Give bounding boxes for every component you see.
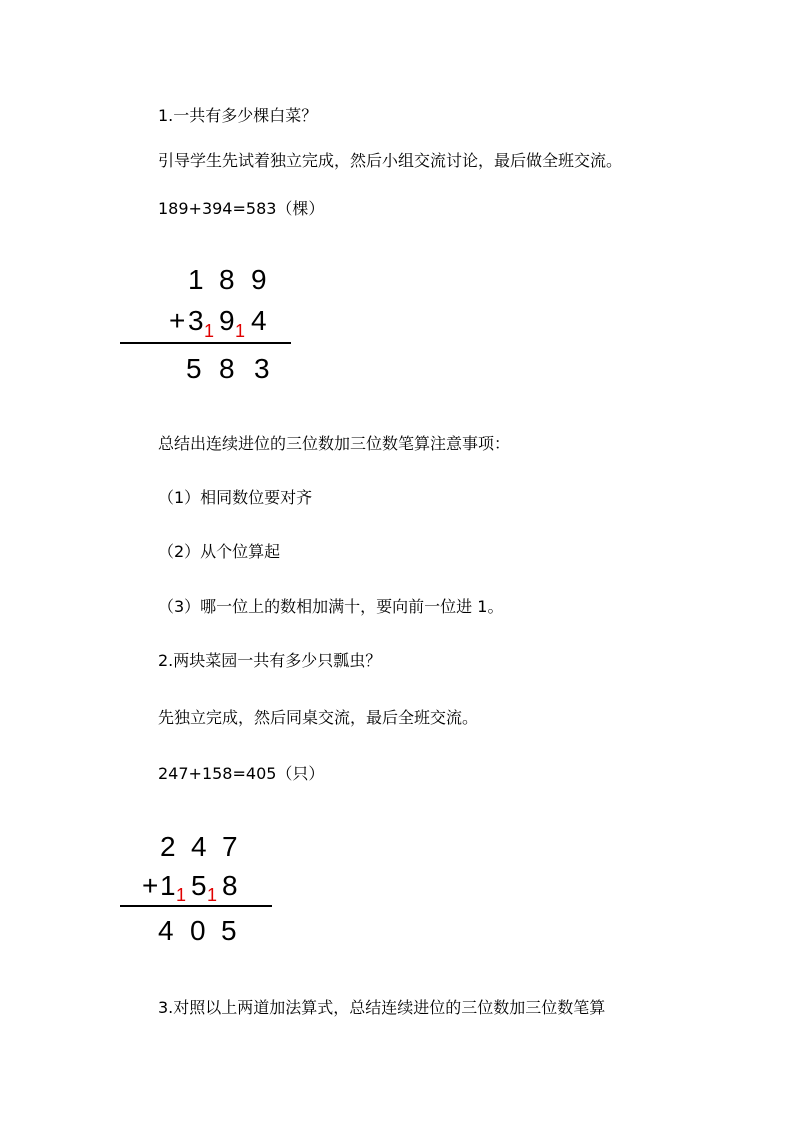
bottom-digit-hundreds: 1 bbox=[160, 870, 176, 901]
note-item: （3）哪一位上的数相加满十，要向前一位进 1。 bbox=[158, 597, 504, 616]
bottom-digit-hundreds: 3 bbox=[188, 305, 204, 336]
bottom-digit-ones: 8 bbox=[222, 870, 238, 901]
section1-equation: 189+394=583（棵） bbox=[158, 199, 325, 218]
carry-mark-tens: 1 bbox=[235, 321, 246, 341]
top-digit-ones: 9 bbox=[251, 264, 267, 295]
bottom-digit-tens: 9 bbox=[219, 305, 235, 336]
carry-mark-tens: 1 bbox=[207, 885, 218, 905]
sum-line bbox=[120, 342, 291, 344]
top-digit-hundreds: 2 bbox=[160, 831, 176, 862]
carry-mark-hundreds: 1 bbox=[176, 885, 187, 905]
result-digit-ones: 3 bbox=[254, 353, 270, 384]
top-digit-hundreds: 1 bbox=[188, 264, 204, 295]
result-digit-tens: 8 bbox=[219, 353, 235, 384]
bottom-digit-tens: 5 bbox=[191, 870, 207, 901]
top-digit-ones: 7 bbox=[222, 831, 238, 862]
note-item: （1）相同数位要对齐 bbox=[158, 488, 313, 507]
result-digit-tens: 0 bbox=[190, 915, 206, 946]
result-digit-hundreds: 5 bbox=[186, 353, 202, 384]
plus-sign: + bbox=[142, 870, 159, 901]
bottom-digit-ones: 4 bbox=[251, 305, 267, 336]
section1-heading: 1.一共有多少棵白菜？ bbox=[158, 106, 318, 125]
carry-mark-hundreds: 1 bbox=[204, 321, 215, 341]
section2-guide: 先独立完成，然后同桌交流，最后全班交流。 bbox=[158, 708, 479, 727]
note-item: （2）从个位算起 bbox=[158, 542, 281, 561]
result-digit-hundreds: 4 bbox=[158, 915, 174, 946]
summary-title: 总结出连续进位的三位数加三位数笔算注意事项： bbox=[158, 434, 511, 453]
section2-equation: 247+158=405（只） bbox=[158, 764, 325, 783]
section3-heading: 3.对照以上两道加法算式，总结连续进位的三位数加三位数笔算 bbox=[158, 998, 606, 1017]
sum-line bbox=[120, 905, 272, 907]
section1-guide: 引导学生先试着独立完成，然后小组交流讨论，最后做全班交流。 bbox=[158, 151, 623, 170]
result-digit-ones: 5 bbox=[221, 915, 237, 946]
top-digit-tens: 4 bbox=[191, 831, 207, 862]
plus-sign: + bbox=[169, 305, 186, 336]
section2-heading: 2.两块菜园一共有多少只瓢虫？ bbox=[158, 651, 382, 670]
top-digit-tens: 8 bbox=[219, 264, 235, 295]
